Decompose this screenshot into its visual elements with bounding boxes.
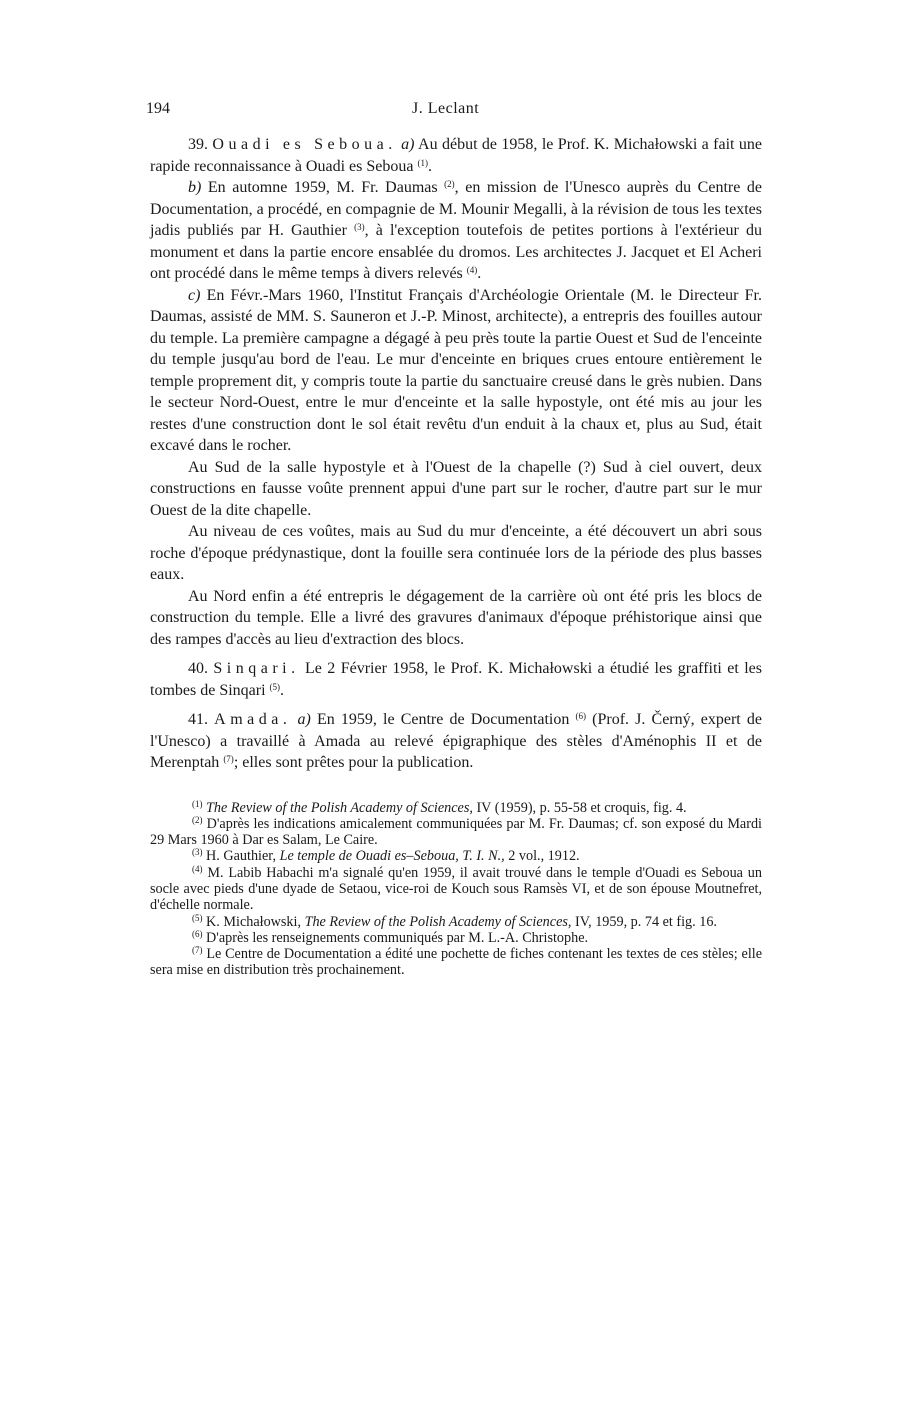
footnote-title: The Review of the Polish Academy of Sciences, [206,799,473,816]
paragraph-text: Au début de 1958, le Prof. K. Michałowski a fait une rapide reconnaissance à Ouadi es Seboua [150,136,762,175]
paragraph-text: En automne 1959, M. Fr. Daumas [201,179,445,196]
footnote-5 [150,914,762,930]
footnotes [150,800,762,979]
item-label: a) [297,711,311,728]
item-label: a) [401,136,415,153]
running-head: J. Leclant [412,100,480,117]
paragraph-text: Le 2 Février 1958, le Prof. K. Michałowski a étudié les graffiti et les tombes de Sinqari [150,660,763,699]
footnote-mark: (2) [192,814,203,825]
section-place-name: Amada. [214,711,292,728]
footnote-ref: (5) [269,681,281,692]
page-number: 194 [146,100,170,117]
footnote-title: Le temple de Ouadi es–Seboua, T. I. N., [279,848,505,865]
footnote-text: M. Labib Habachi m'a signalé qu'en 1959, il avait trouvé dans le temple d'Ouadi es Seboua un socle avec pieds d'une dyade de Setaou, vice-roi de Kouch sous Ramsès VI, et de son épouse Moutnefret, d'échelle normale. [150,864,762,914]
section-number: 39. [188,136,208,153]
footnote-2 [150,816,762,849]
section-41-paragraph [150,709,762,774]
footnote-text: 2 vol., 1912. [504,848,580,865]
footnote-ref: (7) [223,754,234,764]
footnote-mark: (3) [192,847,203,858]
section-40-paragraph [150,658,762,701]
footnote-6 [150,930,762,946]
footnote-4 [150,865,762,914]
section-39-paragraph-3: Au niveau de ces voûtes, mais au Sud du mur d'enceinte, a été découvert un abri sous roche d'époque prédynastique, dont la fouille sera continuée lors de la période des plus basses eaux. [150,523,762,583]
footnote-text: D'après les renseignements communiqués par M. L.-A. Christophe. [206,929,589,946]
footnote-ref: (4) [466,265,478,275]
footnote-mark: (1) [192,798,203,809]
section-39-paragraph-b [150,177,762,285]
paragraph-text: . [477,265,482,282]
footnote-ref: (2) [444,179,455,189]
section-39-paragraph-a [150,134,762,177]
section-number: 40. [188,660,208,677]
paragraph-text: , à l'exception toutefois de petites portions à l'extérieur du monument et dans la partie encore ensablée du dromos. Les architectes J. Jacquet et El Acheri ont procédé dans le même temps à divers relevés [150,222,762,282]
paragraph-text: En Févr.-Mars 1960, l'Institut Français d'Archéologie Orientale (M. le Directeur Fr. Daumas, assisté de MM. S. Sauneron et J.-P. Minost, architecte), a entrepris des fouilles autour du temple. La première campagne a dégagé à peu près toute la partie Ouest et Sud de l'enceinte du temple jusqu'au bord de l'eau. Le mur d'enceinte en briques crues entoure entièrement le temple proprement dit, y compris toute la partie du sanctuaire creusé dans le grès nubien. Dans le secteur Nord-Ouest, entre le mur d'enceinte et la salle hypostyle, ont été mis au jour les restes d'une construction dont le sol était revêtu d'un enduit à la chaux et, plus au Sud, était excavé dans le rocher. [150,286,762,454]
footnote-ref: (6) [575,711,586,721]
paragraph-text: , en mission de l'Unesco auprès du Centre de Documentation, a procédé, en compagnie de M. Mounir Megalli, à la révision de tous les textes jadis publiés par H. Gauthier [150,179,762,239]
paragraph-text: (Prof. J. Černý, expert de l'Unesco) a travaillé à Amada au relevé épigraphique des stèles d'Aménophis II et de Merenptah [150,711,762,771]
item-label: b) [188,179,202,196]
footnote-text: IV (1959), p. 55-58 et croquis, fig. 4. [472,799,687,816]
footnote-mark: (6) [192,928,203,939]
item-label: c) [188,286,201,304]
footnote-ref: (3) [354,222,365,232]
footnote-3 [150,848,762,864]
section-39-paragraph-2: Au Sud de la salle hypostyle et à l'Ouest de la chapelle (?) Sud à ciel ouvert, deux constructions en fausse voûte prennent appui d'une part sur le rocher, d'autre part sur le mur Ouest de la dite chapelle. [150,458,762,519]
footnote-text: K. Michałowski, [206,913,305,930]
page-header [146,100,762,126]
paragraph-text: . [427,157,432,175]
body-text [150,134,762,774]
footnote-text: IV, 1959, p. 74 et fig. 16. [571,913,717,930]
footnote-7 [150,946,762,979]
footnote-mark: (7) [192,945,203,956]
footnote-ref: (1) [417,157,428,168]
footnote-title: The Review of the Polish Academy of Sciences, [304,913,572,930]
section-place-name: Sinqari. [213,660,300,677]
footnote-mark: (5) [192,912,203,923]
footnote-text: Le Centre de Documentation a édité une pochette de fiches contenant les textes de ces stèles; elle sera mise en distribution très prochainement. [150,946,763,979]
footnote-1 [150,800,762,816]
paragraph-text: ; elles sont prêtes pour la publication. [233,754,474,771]
section-39-paragraph-4: Au Nord enfin a été entrepris le dégagement de la carrière où ont été pris les blocs de construction du temple. Elle a livré des gravures d'animaux d'époque préhistorique ainsi que des rampes d'accès au lieu d'extraction des blocs. [150,587,762,648]
section-number: 41. [188,711,208,728]
paragraph-text: . [280,681,285,699]
page [146,100,763,979]
footnote-text: H. Gauthier, [206,848,280,865]
paragraph-text: En 1959, le Centre de Documentation [310,711,576,728]
section-39-paragraph-c [150,285,762,457]
footnote-text: D'après les indications amicalement communiquées par M. Fr. Daumas; cf. son exposé du Mardi 29 Mars 1960 à Dar es Salam, Le Caire. [150,815,762,849]
footnote-mark: (4) [192,863,203,874]
section-place-name: Ouadi es Seboua. [212,136,397,153]
